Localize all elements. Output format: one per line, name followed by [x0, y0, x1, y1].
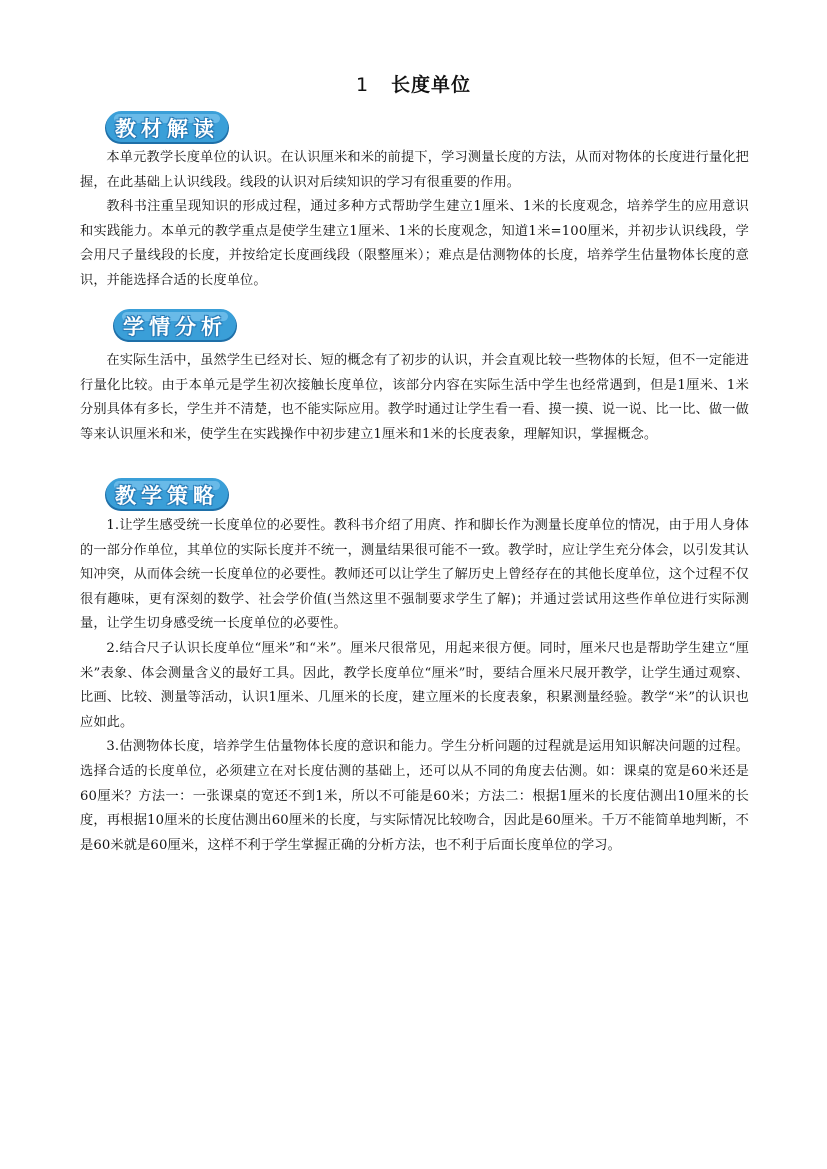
paragraph: 1.让学生感受统一长度单位的必要性。教科书介绍了用庹、拃和脚长作为测量长度单位的情况，由于用人身体的一部分作单位，其单位的实际长度并不统一，测量结果很可能不一致。教学时，应让学生充分体会，以引发其认知冲突，从而体会统一长度单位的必要性。教师还可以让学生了解历史上曾经存在的其他长度单位，这个过程不仅很有趣味，更有深刻的数学、社会学价值(当然这里不强制要求学生了解)；并通过尝试用这些作单位进行实际测量，让学生切身感受统一长度单位的必要性。: [80, 518, 749, 632]
section-heading: 学情分析: [123, 315, 227, 339]
paragraph: 教科书注重呈现知识的形成过程，通过多种方式帮助学生建立1厘米、1米的长度观念，培养学生的应用意识和实践能力。本单元的教学重点是使学生建立1厘米、1米的长度观念，知道1米=100厘米，并初步认识线段，学会用尺子量线段的长度，并按给定长度画线段（限整厘米）；难点是估测物体的长度，培养学生估量物体长度的意识，并能选择合适的长度单位。: [80, 199, 749, 288]
section-badge-analysis: [112, 308, 238, 344]
section-badge-strategy: [104, 477, 230, 513]
paragraph: 2.结合尺子认识长度单位“厘米”和“米”。厘米尺很常见，用起来很方便。同时，厘米尺也是帮助学生建立“厘米”表象、体会测量含义的最好工具。因此，教学长度单位“厘米”时，要结合厘米尺展开教学，让学生通过观察、比画、比较、测量等活动，认识1厘米、几厘米的长度，建立厘米的长度表象，积累测量经验。教学“米”的认识也应如此。: [80, 640, 749, 730]
title-number: 1: [355, 74, 370, 96]
paragraph: 本单元教学长度单位的认识。在认识厘米和米的前提下，学习测量长度的方法，从而对物体的长度进行量化把握，在此基础上认识线段。线段的认识对后续知识的学习有很重要的作用。: [80, 150, 749, 190]
section-badge-textbook: [104, 110, 230, 146]
section-textbook-content: [80, 146, 749, 294]
section-analysis-content: [80, 349, 749, 447]
page-title: [0, 70, 827, 97]
paragraph: 在实际生活中，虽然学生已经对长、短的概念有了初步的认识，并会直观比较一些物体的长短，但不一定能进行量化比较。由于本单元是学生初次接触长度单位，该部分内容在实际生活中学生也经常遇到，但是1厘米、1米分别具体有多长，学生并不清楚，也不能实际应用。教学时通过让学生看一看、摸一摸、说一说、比一比、做一做等来认识厘米和米，使学生在实践操作中初步建立1厘米和1米的长度表象，理解知识，掌握概念。: [80, 353, 749, 442]
title-text: 长度单位: [391, 74, 472, 96]
section-heading: 教学策略: [115, 484, 219, 508]
section-heading: 教材解读: [115, 117, 219, 141]
section-strategy-content: [80, 514, 749, 858]
paragraph: 3.估测物体长度，培养学生估量物体长度的意识和能力。学生分析问题的过程就是运用知识解决问题的过程。选择合适的长度单位，必须建立在对长度估测的基础上，还可以从不同的角度去估测。如：课桌的宽是60米还是60厘米？方法一：一张课桌的宽还不到1米，所以不可能是60米；方法二：根据1厘米的长度估测出10厘米的长度，再根据10厘米的长度估测出60厘米的长度，与实际情况比较吻合，因此是60厘米。千万不能简单地判断，不是60米就是60厘米，这样不利于学生掌握正确的分析方法，也不利于后面长度单位的学习。: [80, 739, 749, 853]
